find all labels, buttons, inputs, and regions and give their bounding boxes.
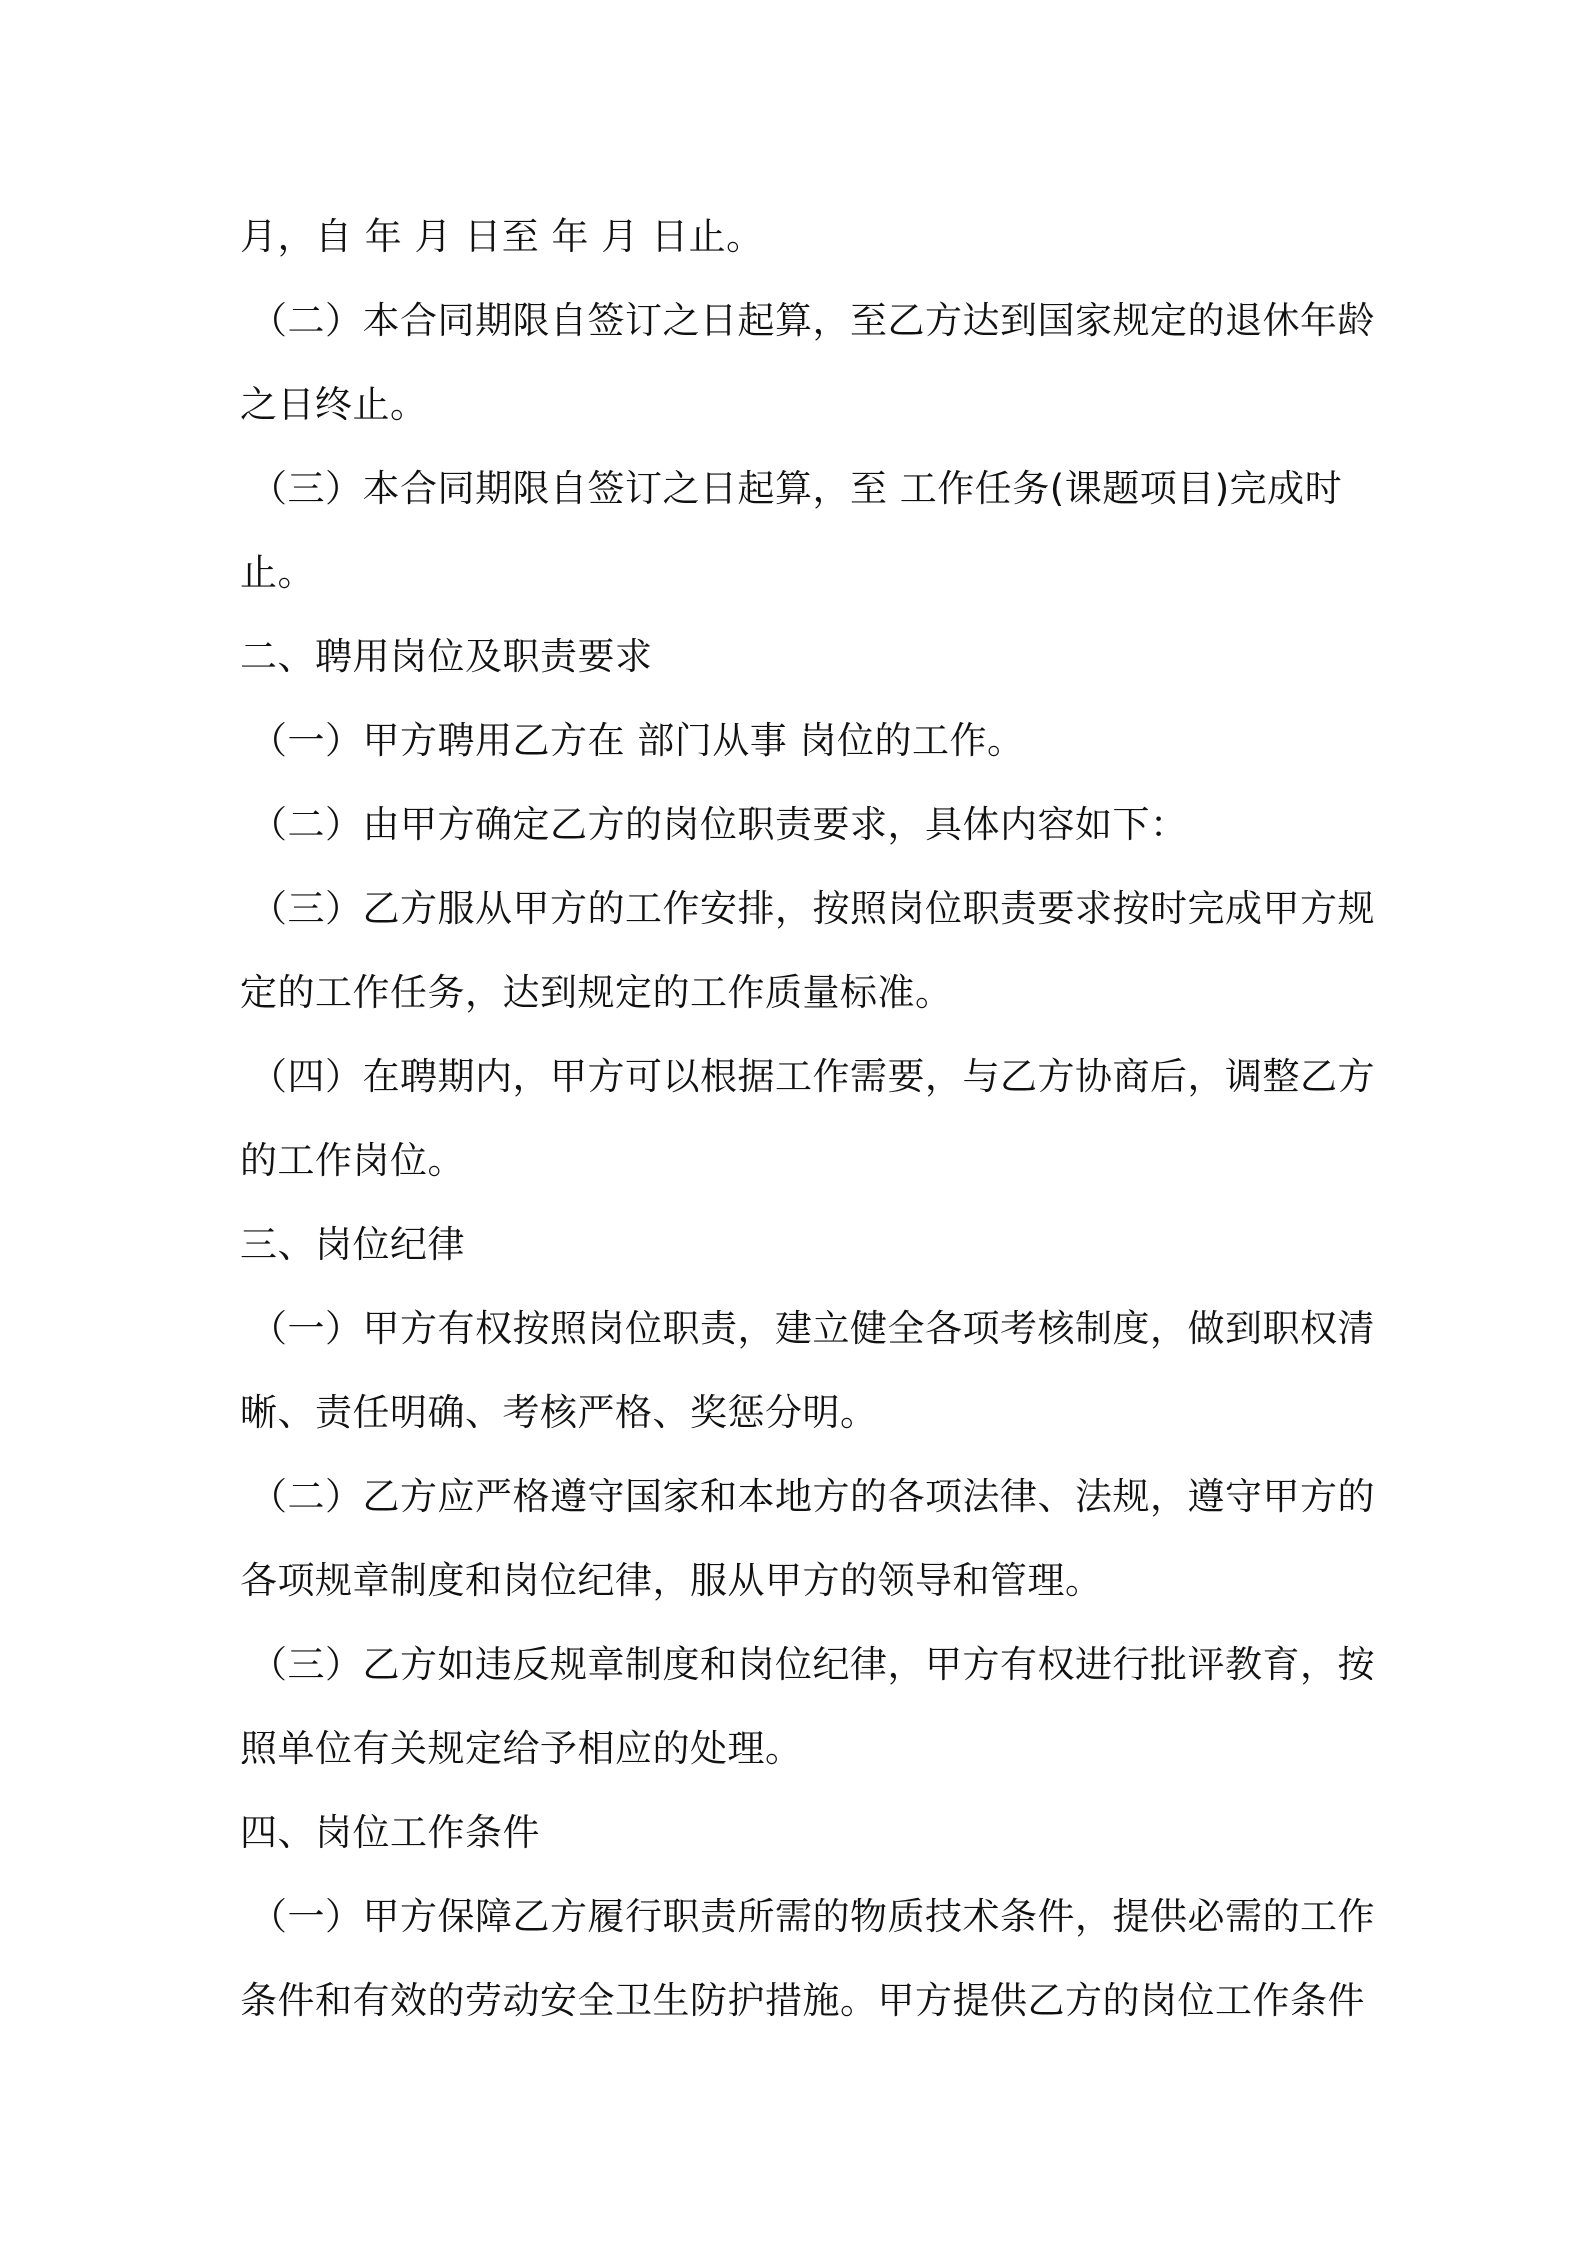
text-line: 条件和有效的劳动安全卫生防护措施。甲方提供乙方的岗位工作条件 [240,1979,1365,2022]
text-line: （一）甲方有权按照岗位职责，建立健全各项考核制度，做到职权清 [250,1307,1375,1350]
text-line: 照单位有关规定给予相应的处理。 [240,1727,803,1770]
text-line: 各项规章制度和岗位纪律，服从甲方的领导和管理。 [240,1559,1103,1602]
text-line: （二）乙方应严格遵守国家和本地方的各项法律、法规，遵守甲方的 [250,1475,1375,1518]
text-line: （一）甲方聘用乙方在 部门从事 岗位的工作。 [250,719,1025,762]
text-line: 定的工作任务，达到规定的工作质量标准。 [240,971,953,1014]
text-line: 的工作岗位。 [240,1139,465,1182]
text-line: （二）由甲方确定乙方的岗位职责要求，具体内容如下： [250,803,1188,846]
text-line: （三）乙方如违反规章制度和岗位纪律，甲方有权进行批评教育，按 [250,1643,1375,1686]
text-line: 之日终止。 [240,383,428,426]
section-heading: 二、聘用岗位及职责要求 [240,635,653,678]
section-heading: 三、岗位纪律 [240,1223,465,1266]
text-line: （三）乙方服从甲方的工作安排，按照岗位职责要求按时完成甲方规 [250,887,1375,930]
text-line: （二）本合同期限自签订之日起算，至乙方达到国家规定的退休年龄 [250,299,1375,342]
text-line: 月，自 年 月 日至 年 月 日止。 [240,215,764,258]
text-line: （一）甲方保障乙方履行职责所需的物质技术条件，提供必需的工作 [250,1895,1375,1938]
text-line: 晰、责任明确、考核严格、奖惩分明。 [240,1391,878,1434]
text-line: （三）本合同期限自签订之日起算，至 工作任务(课题项目)完成时 [250,467,1343,510]
text-line: （四）在聘期内，甲方可以根据工作需要，与乙方协商后，调整乙方 [250,1055,1375,1098]
text-line: 止。 [240,551,315,594]
document-body [240,195,1375,2043]
section-heading: 四、岗位工作条件 [240,1811,540,1854]
